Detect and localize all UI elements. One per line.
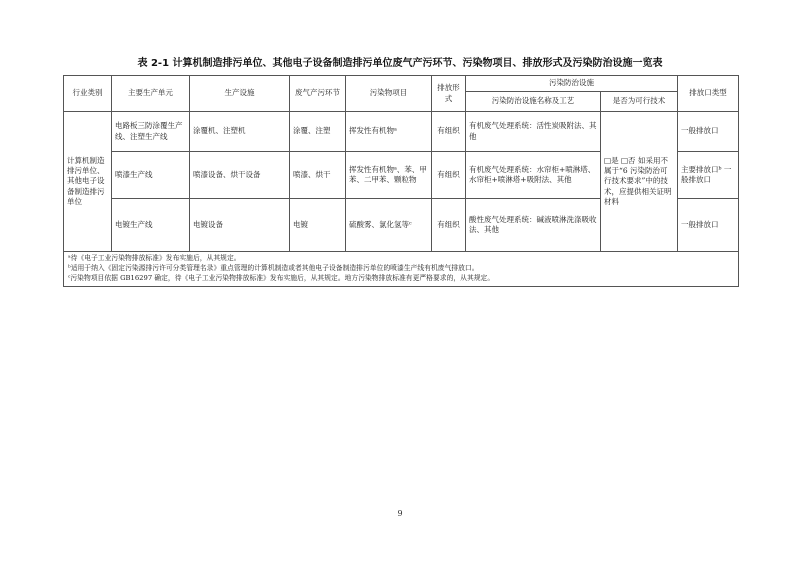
- form-cell: 有组织: [432, 112, 466, 152]
- header-pollutant: 污染物项目: [346, 76, 432, 112]
- outlet-cell: 一般排放口: [678, 112, 739, 152]
- footnotes-row: [64, 252, 739, 287]
- header-form: 排放形式: [432, 76, 466, 112]
- footnote-b: ᵇ适用于纳入《固定污染源排污许可分类管理名录》重点管理的计算机制造或者其他电子设备制造排污单位的喷漆生产线有机废气排放口。: [68, 263, 479, 272]
- unit-cell: 喷漆生产线: [112, 152, 190, 199]
- feasible-cell: □是 □否 如采用不属于“6 污染防治可行技术要求”中的技术，应提供相关证明材料: [601, 112, 678, 252]
- header-unit: 主要生产单元: [112, 76, 190, 112]
- form-cell: 有组织: [432, 199, 466, 252]
- outlet-cell: 一般排放口: [678, 199, 739, 252]
- footnotes: [64, 252, 739, 287]
- header-industry: 行业类别: [64, 76, 112, 112]
- header-feasible: 是否为可行技术: [601, 92, 678, 112]
- stage-cell: 涂覆、注塑: [290, 112, 346, 152]
- unit-cell: 电镀生产线: [112, 199, 190, 252]
- footnote-c: ᶜ污染物项目依据 GB16297 确定，待《电子工业污染物排放标准》发布实施后，从其规定。地方污染物排放标准有更严格要求的，从其规定。: [68, 273, 495, 282]
- facility-cell: 电镀设备: [190, 199, 290, 252]
- facility-table: [63, 75, 739, 287]
- table-row: [64, 112, 739, 152]
- header-facility: 生产设施: [190, 76, 290, 112]
- industry-cell: 计算机制造排污单位、其他电子设备制造排污单位: [64, 112, 112, 252]
- facility-cell: 涂覆机、注塑机: [190, 112, 290, 152]
- stage-cell: 电镀: [290, 199, 346, 252]
- prevention-cell: 有机废气处理系统：活性炭吸附法、其他: [466, 112, 601, 152]
- header-stage: 废气产污环节: [290, 76, 346, 112]
- header-prevention-name: 污染防治设施名称及工艺: [466, 92, 601, 112]
- unit-cell: 电路板三防涂覆生产线、注塑生产线: [112, 112, 190, 152]
- header-row-top: [64, 76, 739, 92]
- pollutant-cell: 挥发性有机物ᵃ: [346, 112, 432, 152]
- pollutant-cell: 挥发性有机物ᵃ、苯、甲苯、二甲苯、颗粒物: [346, 152, 432, 199]
- prevention-cell: 酸性废气处理系统：碱液喷淋洗涤吸收法、其他: [466, 199, 601, 252]
- outlet-cell: 主要排放口ᵇ 一般排放口: [678, 152, 739, 199]
- header-outlet: 排放口类型: [678, 76, 739, 112]
- table-title: 表 2-1 计算机制造排污单位、其他电子设备制造排污单位废气产污环节、污染物项目、排放形式及污染防治设施一览表: [137, 58, 663, 69]
- footnote-a: ᵃ待《电子工业污染物排放标准》发布实施后，从其规定。: [68, 254, 241, 262]
- form-cell: 有组织: [432, 152, 466, 199]
- prevention-cell: 有机废气处理系统：水帘柜+喷淋塔、水帘柜+喷淋塔+吸附法、其他: [466, 152, 601, 199]
- pollutant-cell: 硫酸雾、氯化氢等ᶜ: [346, 199, 432, 252]
- facility-cell: 喷漆设备、烘干设备: [190, 152, 290, 199]
- page-number: 9: [397, 509, 403, 518]
- stage-cell: 喷漆、烘干: [290, 152, 346, 199]
- header-prevention-group: 污染防治设施: [466, 76, 678, 92]
